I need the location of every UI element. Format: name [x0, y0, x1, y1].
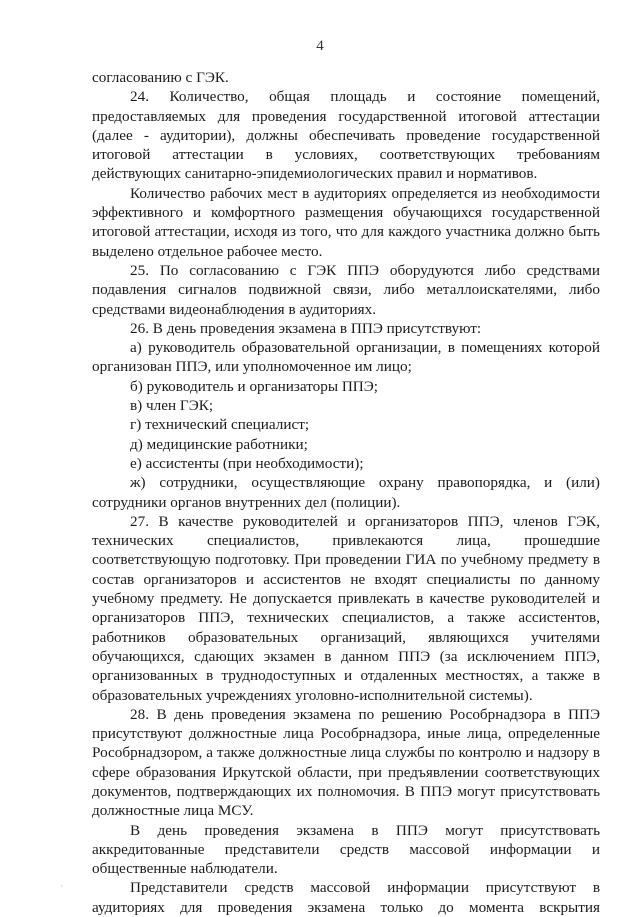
list-item-g: г) технический специалист; [130, 416, 310, 434]
paragraph-24-workplaces: Количество рабочих мест в аудиториях определяется из необходимости эффективного и комфортного размещения обучающихся государственной итоговой аттестации, исходя из того, что для каждого участника должно быть выделено отдельное рабочее место. [92, 184, 600, 260]
body-text [92, 68, 600, 917]
paragraph-28-media: В день проведения экзамена в ППЭ могут присутствовать аккредитованные представители средств массовой информации и общественные наблюдатели. [92, 821, 600, 878]
paragraph-continuation: согласованию с ГЭК. [92, 69, 229, 86]
page-number: 4 [316, 38, 324, 54]
list-item-zh: ж) сотрудники, осуществляющие охрану правопорядка, и (или) сотрудники органов внутренних дел (полиции). [92, 474, 600, 511]
list-item-b: б) руководитель и организаторы ППЭ; [130, 377, 379, 395]
paragraph-27: 27. В качестве руководителей и организаторов ППЭ, членов ГЭК, технических специалистов, привлекаются лица, прошедшие соответствующую подготовку. При проведении ГИА по учебному предмету в состав организаторов и ассистентов не входят специалисты по данному учебному предмету. Не допускается привлекать в качестве руководителей и организаторов ППЭ, технических специалистов, а также ассистентов, работников образовательных организаций, являющихся учителями обучающихся, сдающих экзамен в данном ППЭ (за исключением ППЭ, организованных в труднодоступных и отдаленных местностях, а также в образовательных учреждениях уголовно-исполнительной системы). [92, 512, 600, 704]
list-item-e: е) ассистенты (при необходимости); [130, 454, 364, 472]
list-item-d: д) медицинские работники; [130, 435, 308, 453]
paragraph-28-media-presence: Представители средств массовой информации присутствуют в аудиториях для проведения экзамена только до момента вскрытия [92, 879, 600, 916]
paragraph-25: 25. По согласованию с ГЭК ППЭ оборудуются либо средствами подавления сигналов подвижной связи, либо металлоискателями, либо средствами видеонаблюдения в аудиториях. [92, 261, 600, 318]
list-item-a: а) руководитель образовательной организации, в помещениях которой организован ППЭ, или уполномоченное им лицо; [92, 339, 600, 376]
paragraph-24: 24. Количество, общая площадь и состояние помещений, предоставляемых для проведения государственной итоговой аттестации (далее - аудитории), должны обеспечивать проведение государственной итоговой аттестации в условиях, соответствующих требованиям действующих санитарно-эпидемиологических правил и нормативов. [92, 88, 600, 183]
paragraph-26: 26. В день проведения экзамена в ППЭ присутствуют: [130, 319, 482, 337]
list-item-v: в) член ГЭК; [130, 397, 214, 415]
margin-mark: · [60, 882, 63, 891]
paragraph-28: 28. В день проведения экзамена по решению Рособрнадзора в ППЭ присутствуют должностные лица Рособрнадзора, иные лица, определенные Рособрнадзором, а также должностные лица службы по контролю и надзору в сфере образования Иркутской области, при предъявлении соответствующих документов, подтверждающих их полномочия. В ППЭ могут присутствовать должностные лица МСУ. [92, 705, 600, 820]
